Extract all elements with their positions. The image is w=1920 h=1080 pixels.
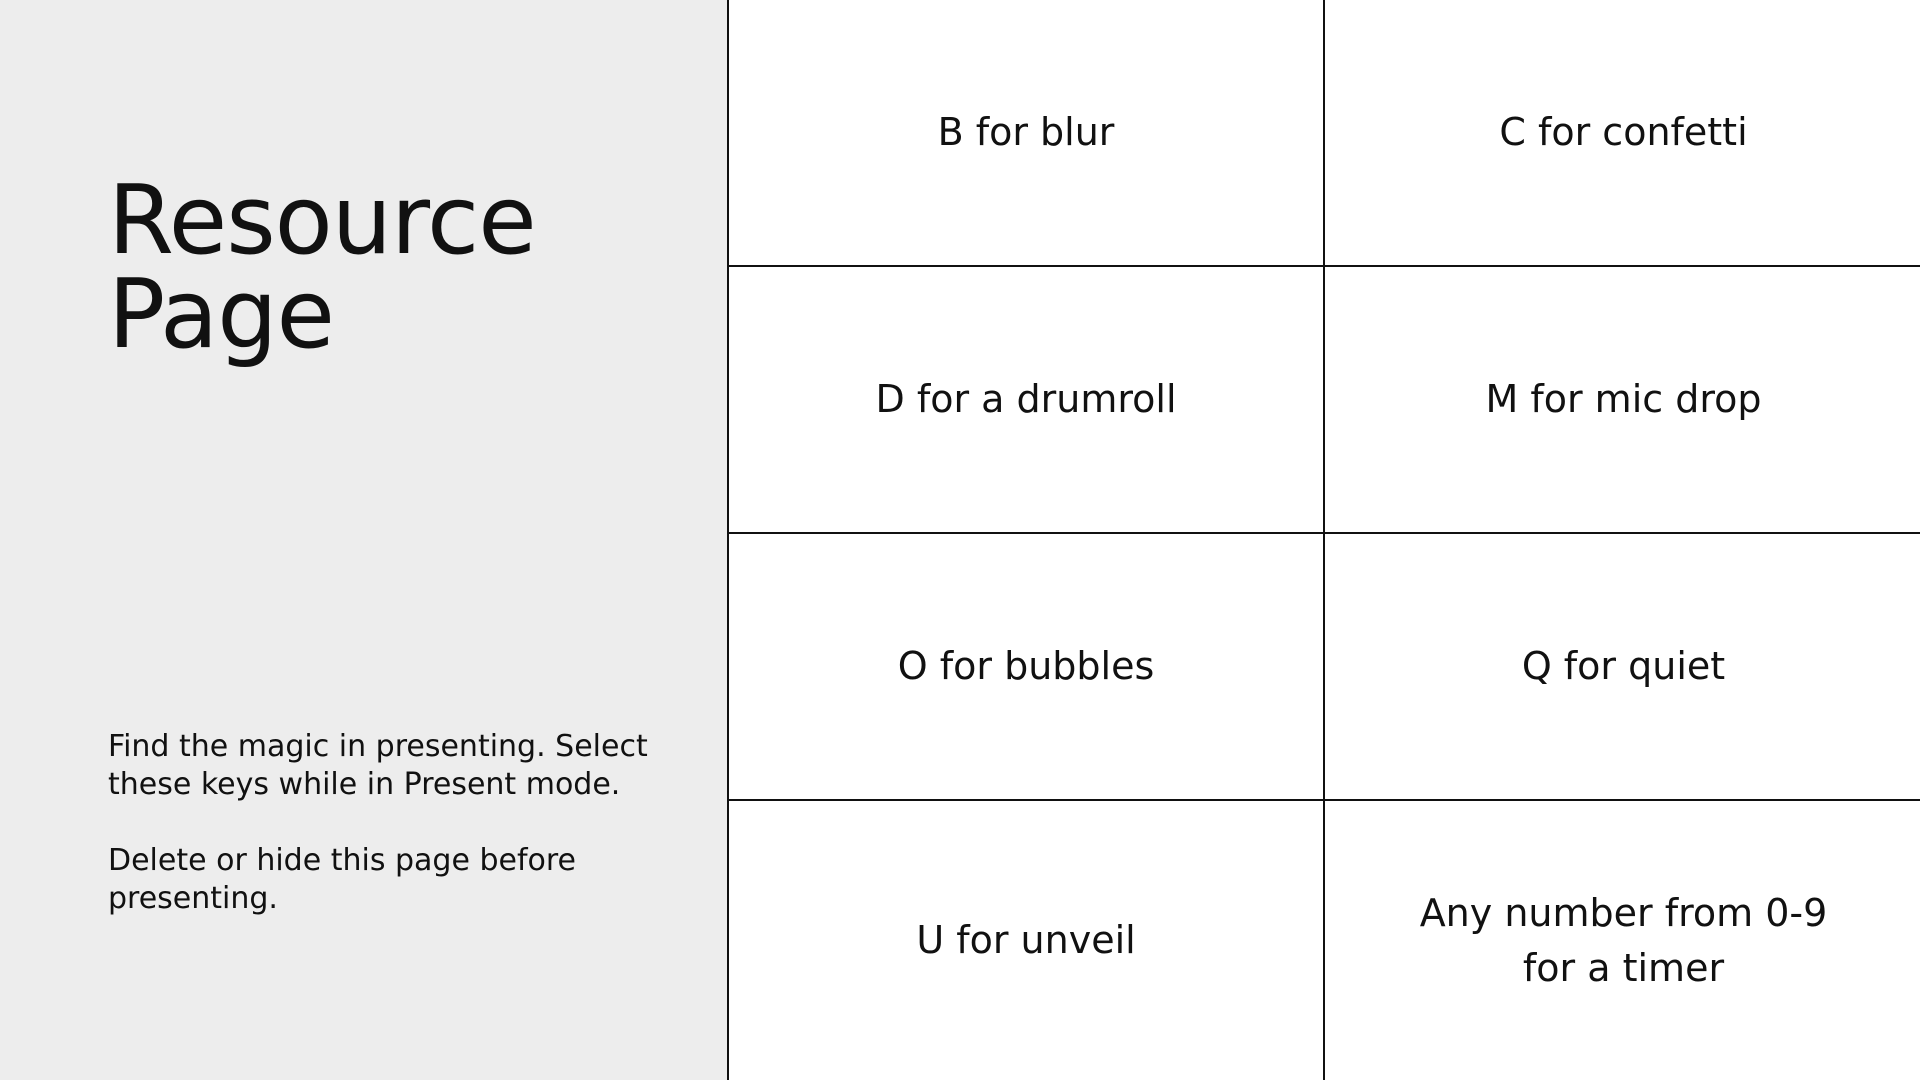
page-title-line-1: Resource xyxy=(108,165,536,276)
shortcut-cell-bubbles xyxy=(729,534,1325,801)
left-panel xyxy=(0,0,728,1080)
page-title xyxy=(108,165,688,370)
shortcut-label: D for a drumroll xyxy=(875,377,1177,421)
shortcut-label: M for mic drop xyxy=(1485,377,1762,421)
page-title-line-2: Page xyxy=(108,259,334,370)
shortcut-label: U for unveil xyxy=(916,918,1136,962)
shortcut-cell-mic-drop xyxy=(1325,267,1920,534)
shortcut-label: Q for quiet xyxy=(1521,644,1726,688)
shortcut-cell-timer xyxy=(1325,801,1920,1080)
instructions-paragraph-1: Find the magic in presenting. Select these keys while in Present mode. xyxy=(108,729,648,802)
shortcut-label: C for confetti xyxy=(1499,110,1748,154)
shortcut-grid xyxy=(727,0,1920,1080)
shortcut-cell-blur xyxy=(729,0,1325,267)
shortcut-cell-unveil xyxy=(729,801,1325,1080)
shortcut-label: B for blur xyxy=(937,110,1115,154)
instructions-paragraph-2: Delete or hide this page before presenting. xyxy=(108,843,577,916)
instructions xyxy=(108,728,668,918)
shortcut-cell-confetti xyxy=(1325,0,1920,267)
shortcut-cell-drumroll xyxy=(729,267,1325,534)
shortcut-label: Any number from 0-9 for a timer xyxy=(1419,890,1828,990)
shortcut-cell-quiet xyxy=(1325,534,1920,801)
shortcut-label: O for bubbles xyxy=(897,644,1155,688)
